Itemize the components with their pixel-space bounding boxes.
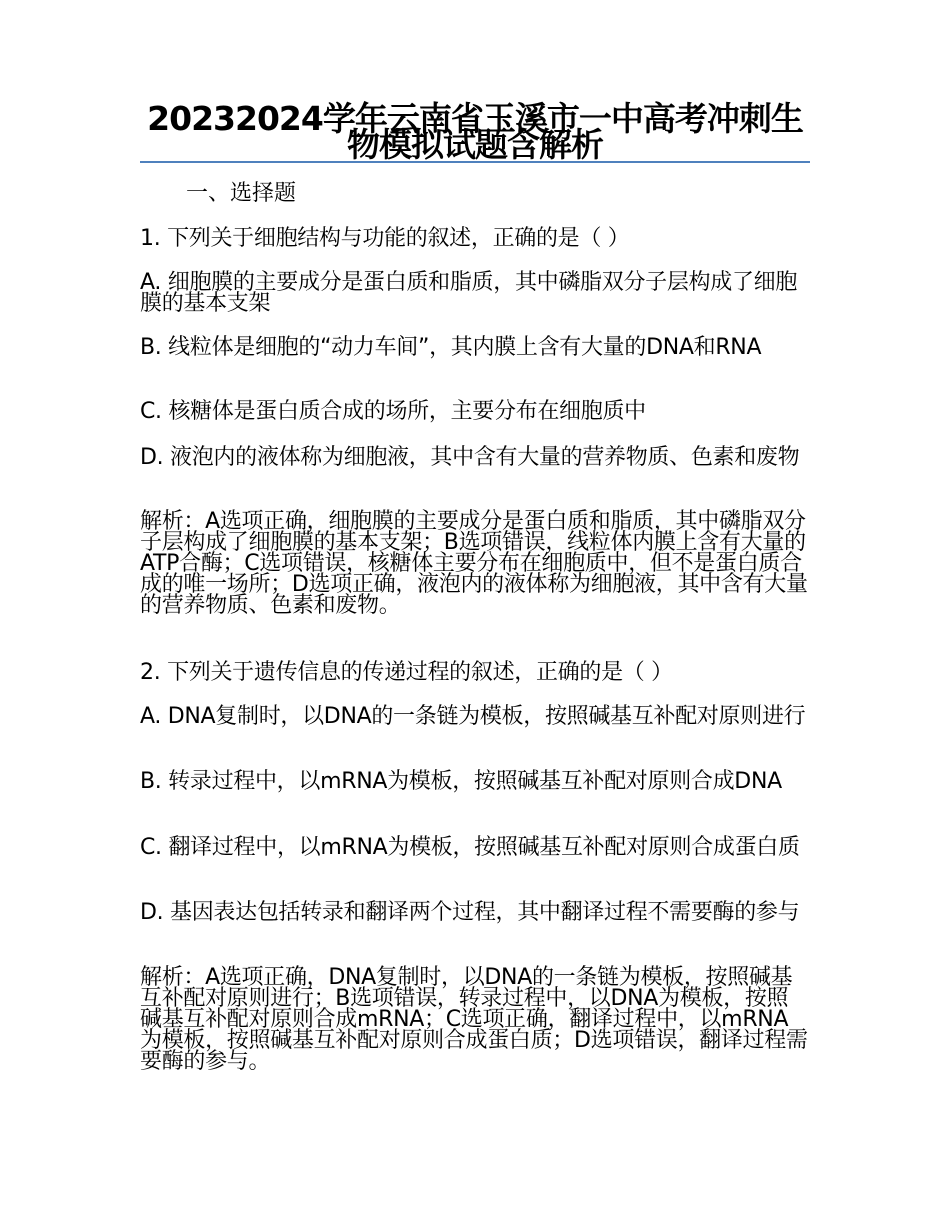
question-1-option-a: A. 细胞膜的主要成分是蛋白质和脂质，其中磷脂双分子层构成了细胞膜的基本支架 [140,270,798,316]
question-2-stem: 2. 下列关于遗传信息的传递过程的叙述，正确的是（ ） [140,660,673,685]
question-1-analysis: 解析：A选项正确，细胞膜的主要成分是蛋白质和脂质，其中磷脂双分子层构成了细胞膜的基本支架；B选项错误，线粒体内膜上含有大量的ATP合酶；C选项错误，核糖体主要分布在细胞质中，但不是蛋白质合成的唯一场所；D选项正确，液泡内的液体称为细胞液，其中含有大量的营养物质、色素和废物。 [140,509,808,618]
question-1-stem: 1. 下列关于细胞结构与功能的叙述，正确的是（ ） [140,226,630,251]
question-2-option-b: B. 转录过程中，以mRNA为模板，按照碱基互补配对原则合成DNA [140,769,782,794]
title-underline [140,161,810,163]
question-2-analysis: 解析：A选项正确，DNA复制时，以DNA的一条链为模板，按照碱基互补配对原则进行；B选项错误，转录过程中，以DNA为模板，按照碱基互补配对原则合成mRNA；C选项正确，翻译过程中，以mRNA为模板，按照碱基互补配对原则合成蛋白质；D选项错误，翻译过程需要酶的参与。 [140,965,808,1074]
section-heading: 一、选择题 [186,181,297,206]
question-1-option-c: C. 核糖体是蛋白质合成的场所，主要分布在细胞质中 [140,399,646,424]
question-2-option-a: A. DNA复制时，以DNA的一条链为模板，按照碱基互补配对原则进行 [140,704,806,729]
question-1-option-b: B. 线粒体是细胞的“动力车间”，其内膜上含有大量的DNA和RNA [140,335,762,360]
question-2-option-d: D. 基因表达包括转录和翻译两个过程，其中翻译过程不需要酶的参与 [140,900,800,925]
question-2-option-c: C. 翻译过程中，以mRNA为模板，按照碱基互补配对原则合成蛋白质 [140,835,800,860]
question-1-option-d: D. 液泡内的液体称为细胞液，其中含有大量的营养物质、色素和废物 [140,445,800,470]
document-title: 20232024学年云南省玉溪市一中高考冲刺生物模拟试题含解析 [147,99,803,164]
